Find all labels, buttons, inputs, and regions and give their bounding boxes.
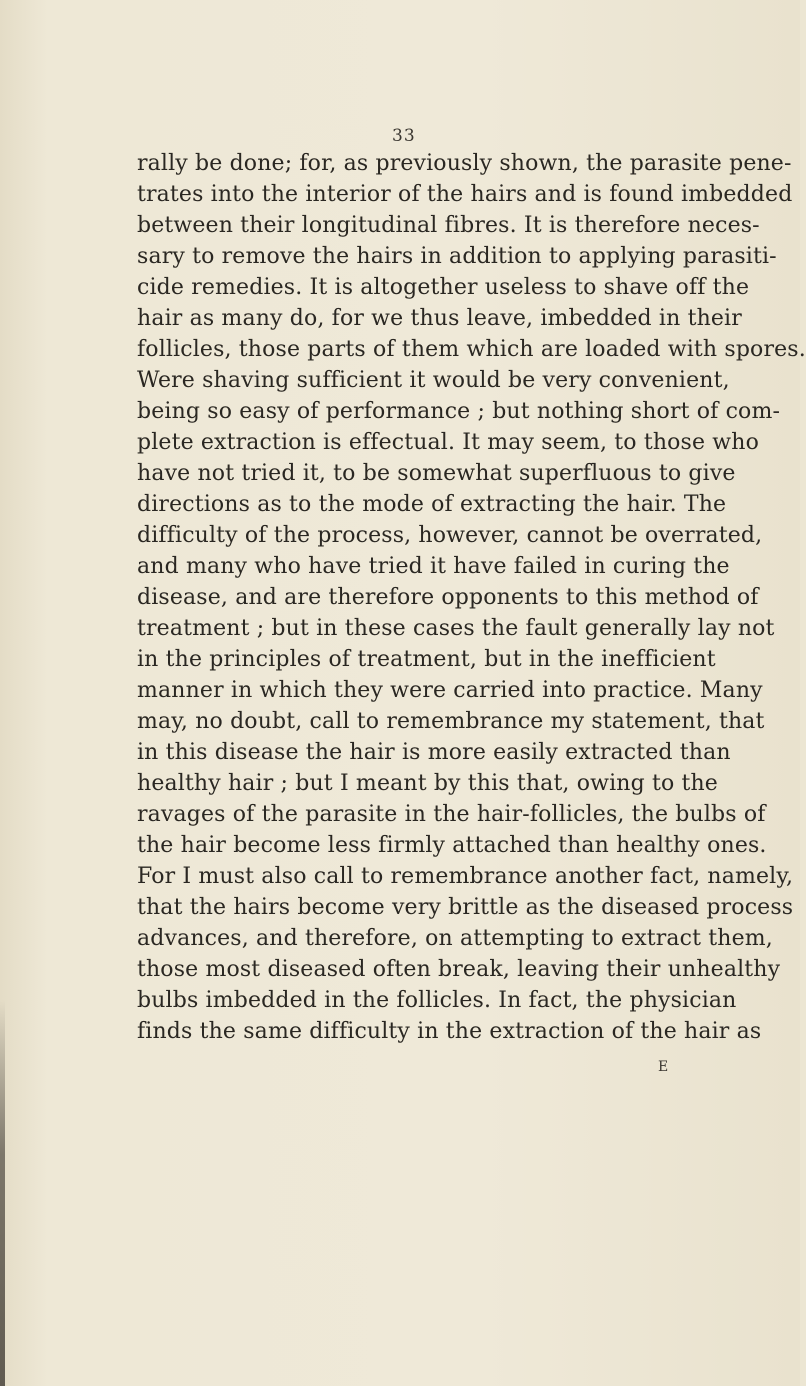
text-line: cide remedies. It is altogether useless to shave off the (137, 275, 750, 300)
text-line: manner in which they were carried into practice. Many (137, 678, 763, 703)
signature-mark: E (658, 1059, 669, 1075)
text-line: those most diseased often break, leaving their unhealthy (137, 957, 781, 982)
text-line: follicles, those parts of them which are loaded with spores. (137, 337, 806, 362)
text-line: have not tried it, to be somewhat superfluous to give (137, 461, 736, 486)
text-line: disease, and are therefore opponents to this method of (137, 585, 759, 610)
text-line: bulbs imbedded in the follicles. In fact, the physician (137, 988, 737, 1013)
text-line: finds the same difficulty in the extraction of the hair as (137, 1019, 762, 1044)
text-line: between their longitudinal fibres. It is therefore neces- (137, 213, 760, 238)
text-line: trates into the interior of the hairs and is found imbedded (137, 182, 793, 207)
text-line: For I must also call to remembrance another fact, namely, (137, 864, 794, 889)
page-number: 33 (392, 126, 416, 146)
text-line: hair as many do, for we thus leave, imbedded in their (137, 306, 742, 331)
text-line: ravages of the parasite in the hair-follicles, the bulbs of (137, 802, 766, 827)
text-line: being so easy of performance ; but nothing short of com- (137, 399, 781, 424)
text-line: advances, and therefore, on attempting to extract them, (137, 926, 773, 951)
text-line: Were shaving sufficient it would be very convenient, (137, 368, 730, 393)
text-line: difficulty of the process, however, cannot be overrated, (137, 523, 763, 548)
text-line: in the principles of treatment, but in the inefficient (137, 647, 716, 672)
text-line: may, no doubt, call to remembrance my statement, that (137, 709, 765, 734)
text-line: directions as to the mode of extracting the hair. The (137, 492, 727, 517)
text-line: and many who have tried it have failed in curing the (137, 554, 730, 579)
text-line: that the hairs become very brittle as the diseased process (137, 895, 794, 920)
text-line: treatment ; but in these cases the fault generally lay not (137, 616, 775, 641)
text-line: healthy hair ; but I meant by this that, owing to the (137, 771, 718, 796)
body-text (137, 148, 806, 1047)
text-line: the hair become less firmly attached than healthy ones. (137, 833, 767, 858)
page-edge-shadow (0, 1000, 5, 1386)
text-line: plete extraction is effectual. It may seem, to those who (137, 430, 759, 455)
text-line: in this disease the hair is more easily extracted than (137, 740, 731, 765)
text-line: sary to remove the hairs in addition to applying parasiti- (137, 244, 777, 269)
text-line: rally be done; for, as previously shown, the parasite pene- (137, 151, 792, 176)
